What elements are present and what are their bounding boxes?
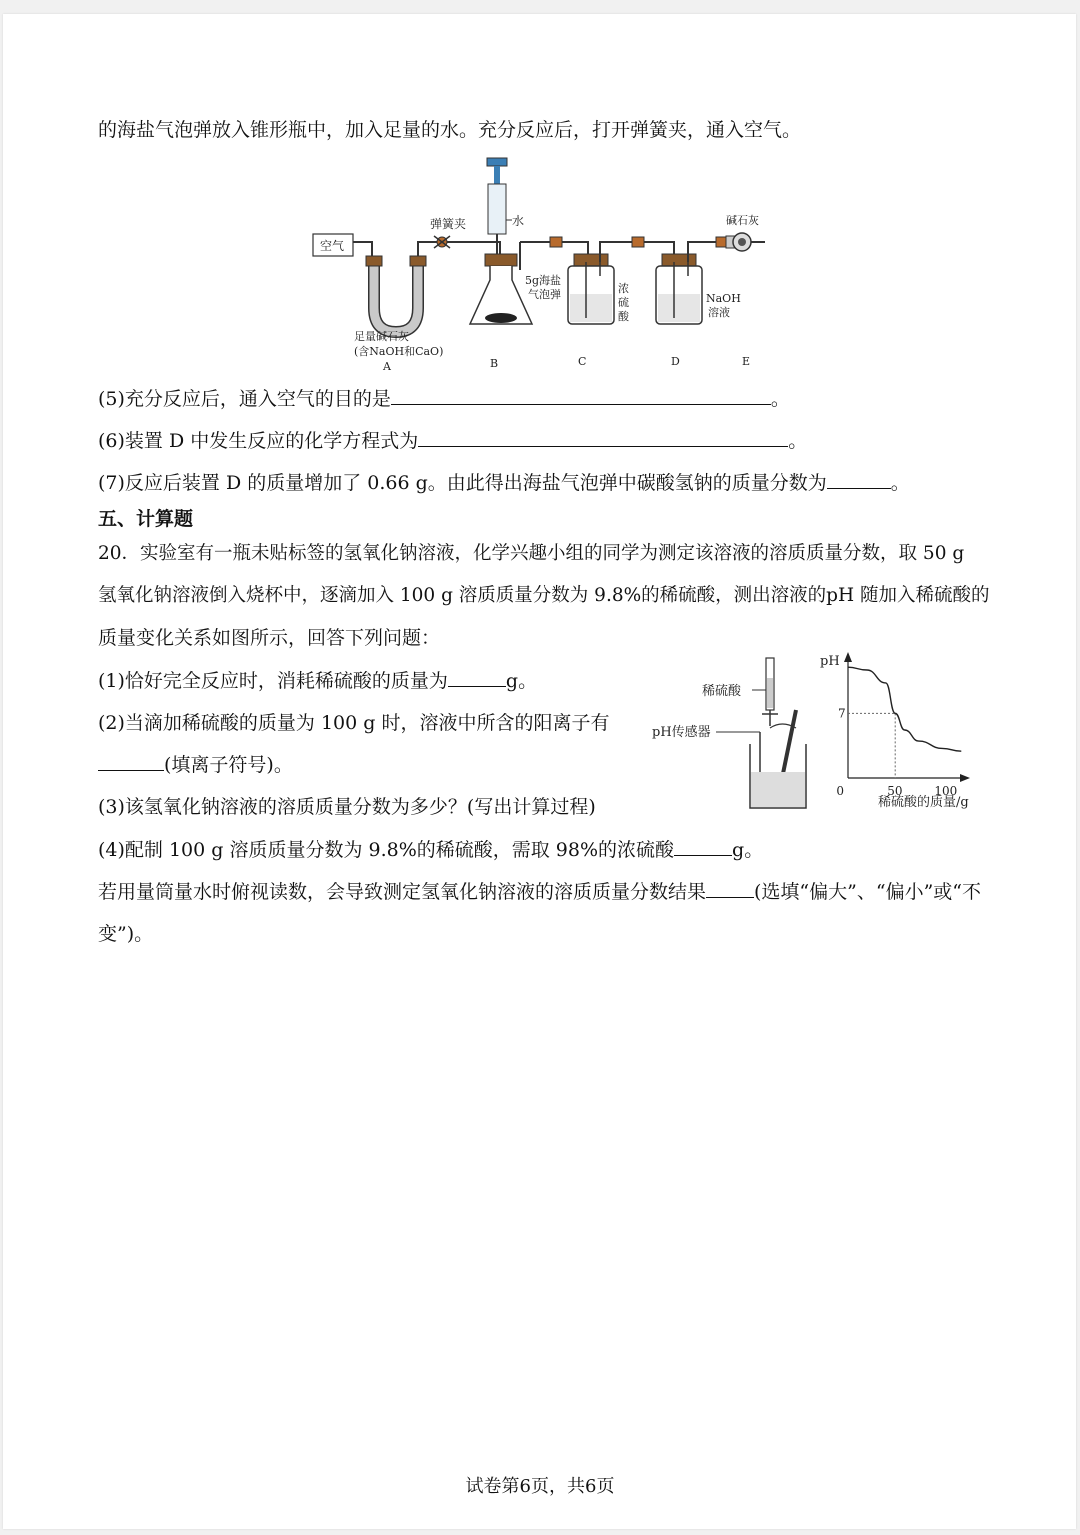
letter-e: E [742,355,751,368]
air-label: 空气 [320,239,345,253]
sample-label-1: 5g海盐 [525,274,562,287]
answer-blank-20-1[interactable] [448,668,506,687]
syringe-icon [487,158,507,262]
y-axis-label: pH [820,654,840,669]
letter-a: A [383,360,391,373]
naoh-label-1: NaOH [706,292,741,305]
y-axis-arrow-icon [844,652,852,662]
clamp-label: 弹簧夹 [430,217,467,231]
q20-line-3: 质量变化关系如图所示，回答下列问题： [98,627,441,649]
page-footer: 试卷第6页，共6页 [465,1476,615,1497]
q20-part-5-cont: 变”)。 [98,923,154,945]
q20-part-1: (1)恰好完全反应时，消耗稀硫酸的质量为 g。 [98,670,538,692]
x-axis-arrow-icon [960,774,970,782]
q20-part-2: (2)当滴加稀硫酸的质量为 100 g 时，溶液中所含的阳离子有 [98,712,610,734]
acid-dropper-label: 稀硫酸 [702,684,742,699]
apparatus-diagram [310,150,780,375]
q20-line-2: 氢氧化钠溶液倒入烧杯中，逐滴加入 100 g 溶质质量分数为 9.8%的稀硫酸，测出溶液的pH 随加入稀硫酸的 [98,585,990,606]
letter-d: D [671,355,680,368]
ph-sensor-label: pH传感器 [652,725,711,740]
intro-text: 的海盐气泡弹放入锥形瓶中，加入足量的水。充分反应后，打开弹簧夹，通入空气。 [98,119,802,141]
q20-part-5: 若用量筒量水时俯视读数，会导致测定氢氧化钠溶液的溶质质量分数结果 (选填“偏大”、“偏小”或“不 [98,881,981,903]
q20-part-3: (3)该氢氧化钠溶液的溶质质量分数为多少？(写出计算过程) [98,796,596,818]
acid-label-2: 硫 [618,296,629,309]
answer-blank-7[interactable] [827,470,891,489]
question-6: (6)装置 D 中发生反应的化学方程式为 。 [98,430,808,452]
answer-blank-20-4[interactable] [674,837,732,856]
a-caption-1: 足量碱石灰 [354,330,409,343]
answer-blank-20-2[interactable] [98,752,164,771]
naoh-label-2: 溶液 [708,306,730,319]
answer-blank-5[interactable] [391,386,771,405]
water-label: 水 [512,214,525,228]
drying-tube-e-icon [726,233,751,251]
ph-chart [818,650,998,815]
acid-label-1: 浓 [618,282,629,295]
sample-label-2: 气泡弹 [528,288,561,301]
x-axis-label: 稀硫酸的质量/g [878,795,969,810]
answer-blank-6[interactable] [418,428,788,447]
y-tick-label: 7 [838,706,846,721]
letter-b: B [490,357,499,370]
q20-part-2-cont: (填离子符号)。 [98,752,293,778]
answer-blank-20-5[interactable] [706,879,754,898]
acid-label-3: 酸 [618,310,629,323]
burette-icon [762,658,778,726]
question-5: (5)充分反应后，通入空气的目的是 。 [98,388,790,410]
q20-part-4: (4)配制 100 g 溶质质量分数为 9.8%的稀硫酸，需取 98%的浓硫酸 g。 [98,839,764,861]
titration-setup [650,648,820,818]
a-caption-2: (含NaOH和CaO) [354,345,444,358]
x-tick-label: 100 [934,784,958,798]
x-tick-label: 0 [836,784,844,798]
letter-c: C [578,355,587,368]
q20-line-1: 20．实验室有一瓶未贴标签的氢氧化钠溶液，化学兴趣小组的同学为测定该溶液的溶质质量分数，取 50 g [98,543,965,564]
question-7: (7)反应后装置 D 的质量增加了 0.66 g。由此得出海盐气泡弹中碳酸氢钠的质量分数为 。 [98,472,910,494]
ph-curve [848,667,961,751]
x-tick-label: 50 [887,784,903,798]
soda-lime-label: 碱石灰 [726,214,759,227]
section-title: 五、计算题 [98,508,194,530]
